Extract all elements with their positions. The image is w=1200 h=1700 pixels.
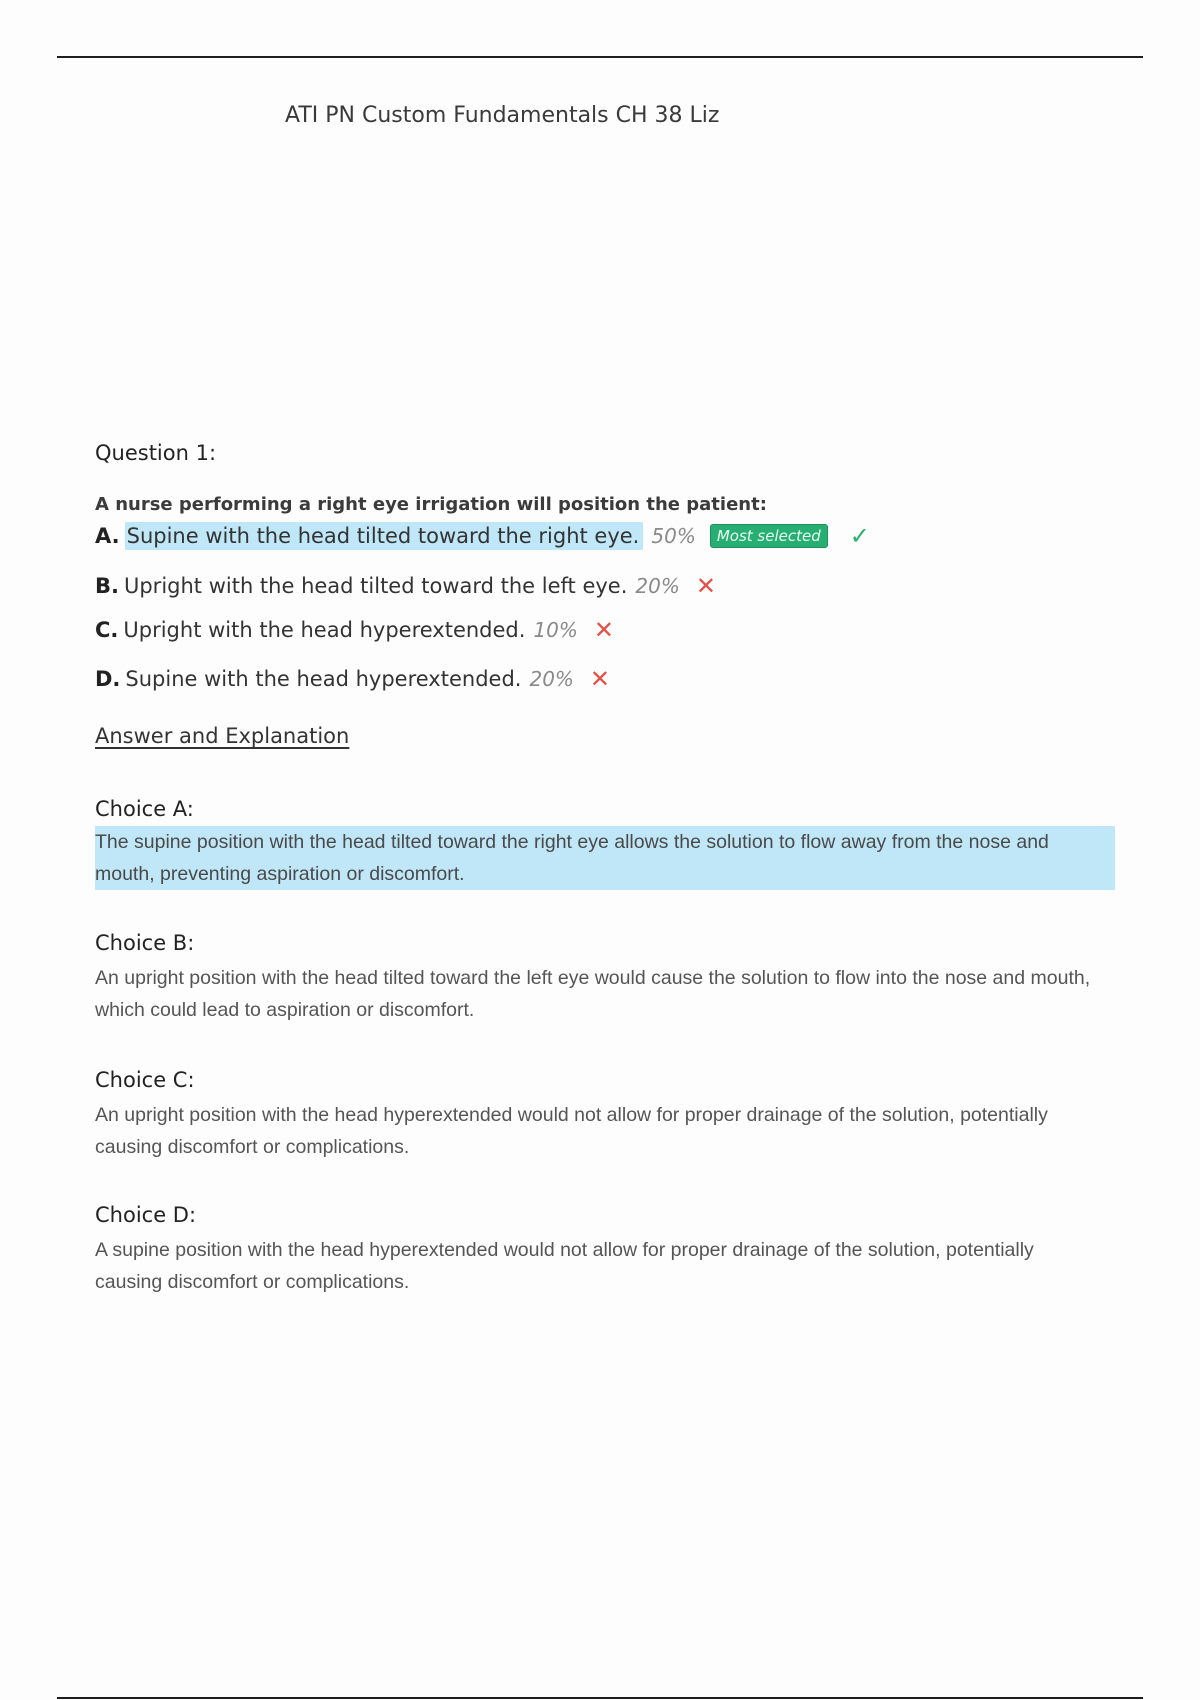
- cross-icon: ✕: [593, 616, 614, 644]
- option-c[interactable]: [95, 618, 614, 642]
- option-percent: 10%: [533, 618, 578, 642]
- choice-a-heading: Choice A:: [95, 797, 194, 821]
- cross-icon: ✕: [589, 665, 611, 693]
- choice-c-heading: Choice C:: [95, 1068, 195, 1092]
- choice-b-heading: Choice B:: [95, 931, 195, 955]
- option-text: Upright with the head hyperextended.: [123, 618, 526, 642]
- option-percent: 50%: [651, 524, 696, 548]
- document-title: ATI PN Custom Fundamentals CH 38 Liz: [285, 103, 720, 128]
- option-letter: B.: [95, 574, 119, 598]
- option-b[interactable]: [95, 574, 716, 598]
- option-percent: 20%: [635, 574, 680, 598]
- most-selected-badge: Most selected: [710, 524, 828, 548]
- option-percent: 20%: [529, 667, 574, 691]
- choice-b-explanation: An upright position with the head tilted toward the left eye would cause the solution to flow into the nose and mouth, which could lead to aspiration or discomfort.: [95, 967, 1091, 1021]
- top-rule: [57, 56, 1143, 58]
- option-text: Upright with the head tilted toward the left eye.: [123, 574, 628, 598]
- option-letter: A.: [95, 524, 120, 548]
- option-letter: D.: [95, 667, 121, 691]
- option-text: Supine with the head tilted toward the right eye.: [125, 522, 644, 550]
- option-letter: C.: [95, 618, 119, 642]
- option-text: Supine with the head hyperextended.: [125, 667, 522, 691]
- option-d[interactable]: [95, 667, 610, 691]
- choice-d-explanation: A supine position with the head hyperextended would not allow for proper drainage of the solution, potentially causing discomfort or complications.: [95, 1239, 1034, 1293]
- question-heading: Question 1:: [95, 441, 217, 465]
- choice-d-heading: Choice D:: [95, 1203, 197, 1227]
- option-a[interactable]: [95, 522, 870, 550]
- answer-explanation-link[interactable]: Answer and Explanation: [95, 724, 350, 748]
- bottom-rule: [57, 1697, 1143, 1699]
- cross-icon: ✕: [695, 572, 716, 600]
- question-text: A nurse performing a right eye irrigation will position the patient:: [95, 494, 767, 515]
- check-icon: ✓: [849, 522, 870, 550]
- choice-c-explanation: An upright position with the head hyperextended would not allow for proper drainage of the solution, potentially causing discomfort or complications.: [95, 1104, 1048, 1158]
- choice-a-explanation: The supine position with the head tilted toward the right eye allows the solution to flow away from the nose and mouth, preventing aspiration or discomfort.: [95, 826, 1115, 890]
